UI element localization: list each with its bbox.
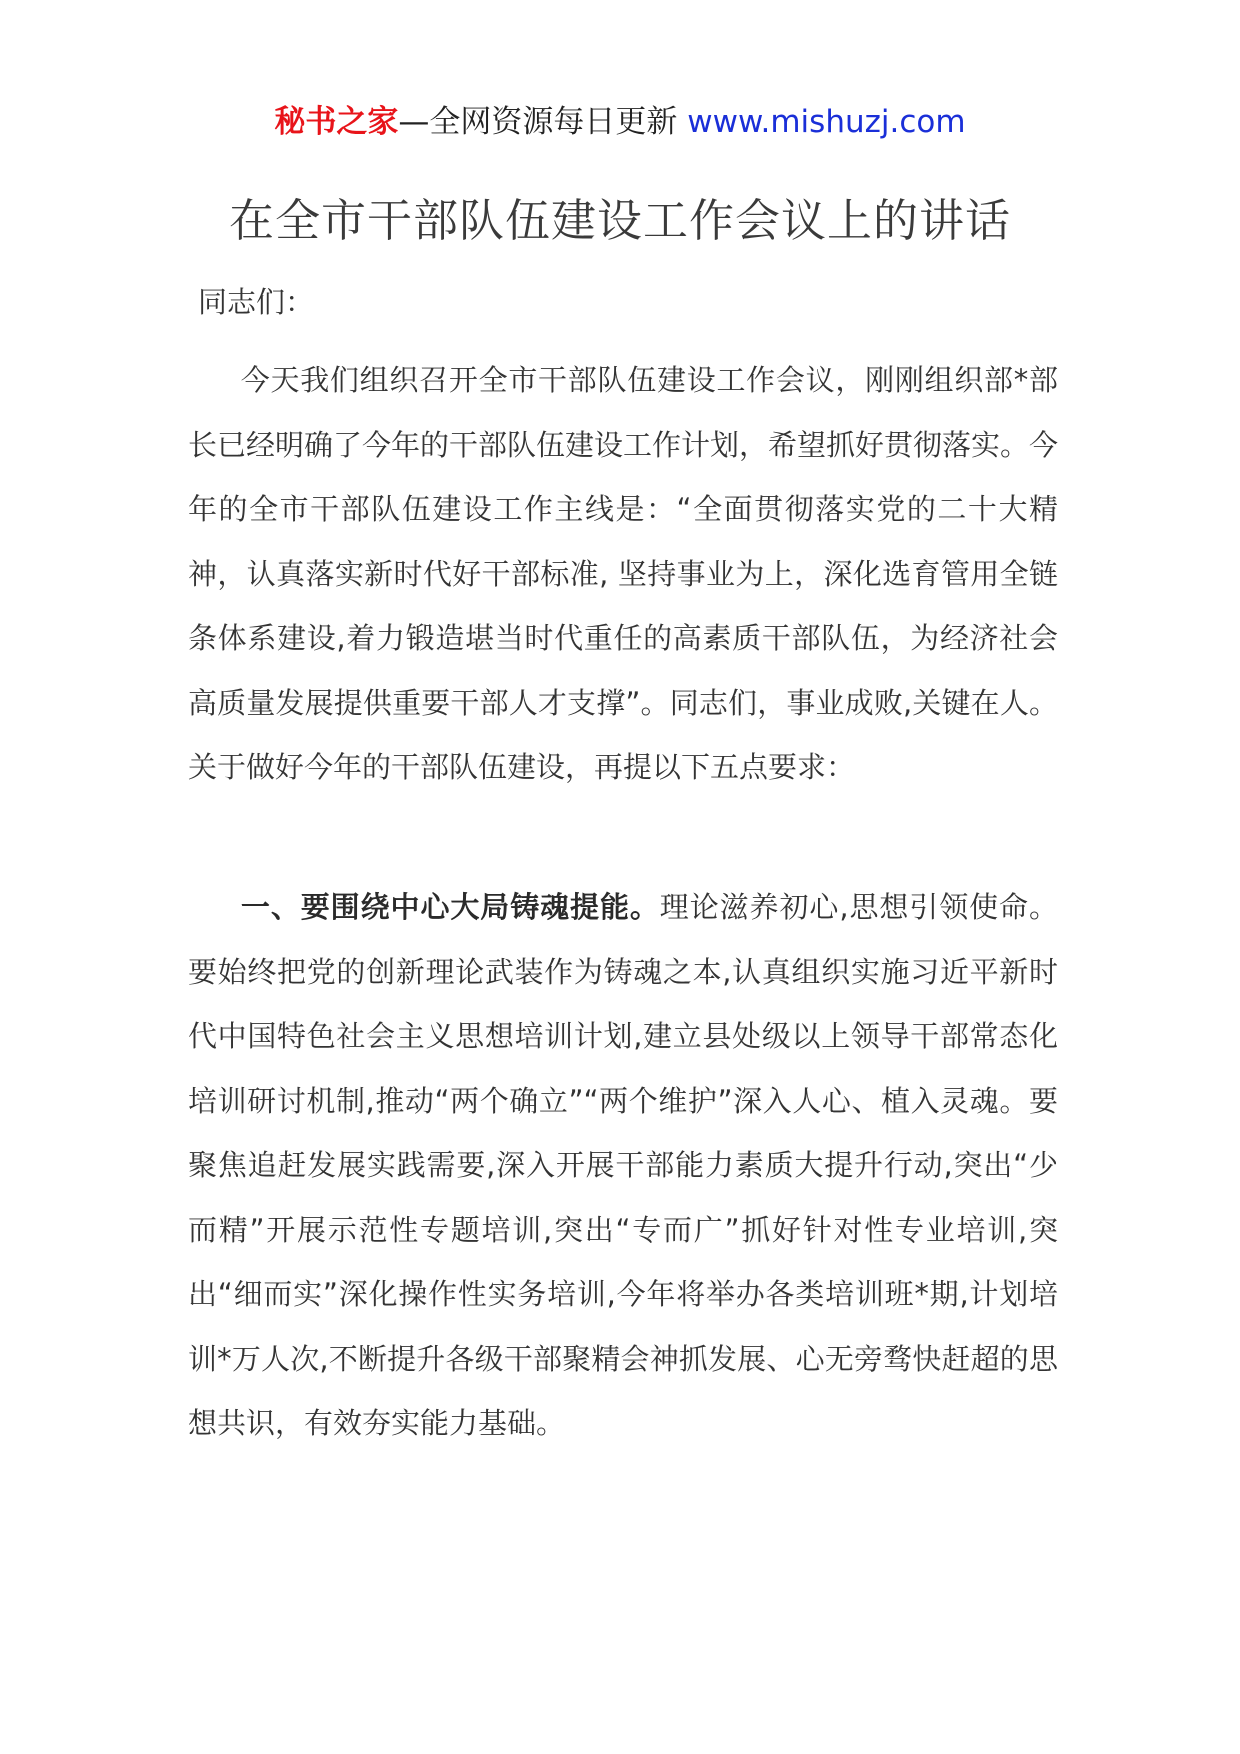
site-banner [0,102,1240,142]
site-url-link[interactable]: www.mishuzj.com [687,104,966,140]
section-1-body: 理论滋养初心,思想引领使命。要始终把党的创新理论武装作为铸魂之本,认真组织实施习近平新时代中国特色社会主义思想培训计划,建立县处级以上领导干部常态化培训研讨机制,推动“两个确立”“两个维护”深入人心、植入灵魂。要聚焦追赶发展实践需要,深入开展干部能力素质大提升行动,突出“少而精”开展示范性专题培训,突出“专而广”抓好针对性专业培训,突出“细而实”深化操作性实务培训,今年将举办各类培训班*期,计划培训*万人次,不断提升各级干部聚精会神抓发展、心无旁骛快赶超的思想共识，有效夯实能力基础。 [188,890,1058,1440]
banner-tagline: —全网资源每日更新 [398,104,678,140]
paragraph-section-1 [188,875,1058,1456]
brand-name: 秘书之家 [274,104,399,140]
section-1-heading: 一、要围绕中心大局铸魂提能。 [240,890,660,924]
paragraph-intro [188,348,1058,800]
paragraph-intro-text: 今天我们组织召开全市干部队伍建设工作会议，刚刚组织部*部长已经明确了今年的干部队伍建设工作计划，希望抓好贯彻落实。今年的全市干部队伍建设工作主线是：“全面贯彻落实党的二十大精神，认真落实新时代好干部标准, 坚持事业为上，深化选育管用全链条体系建设,着力锻造堪当时代重任的高素质干部队伍，为经济社会高质量发展提供重要干部人才支撑”。同志们，事业成败,关键在人。关于做好今年的干部队伍建设，再提以下五点要求： [188,363,1059,784]
document-title: 在全市干部队伍建设工作会议上的讲话 [228,194,1011,247]
salutation: 同志们： [198,285,315,319]
